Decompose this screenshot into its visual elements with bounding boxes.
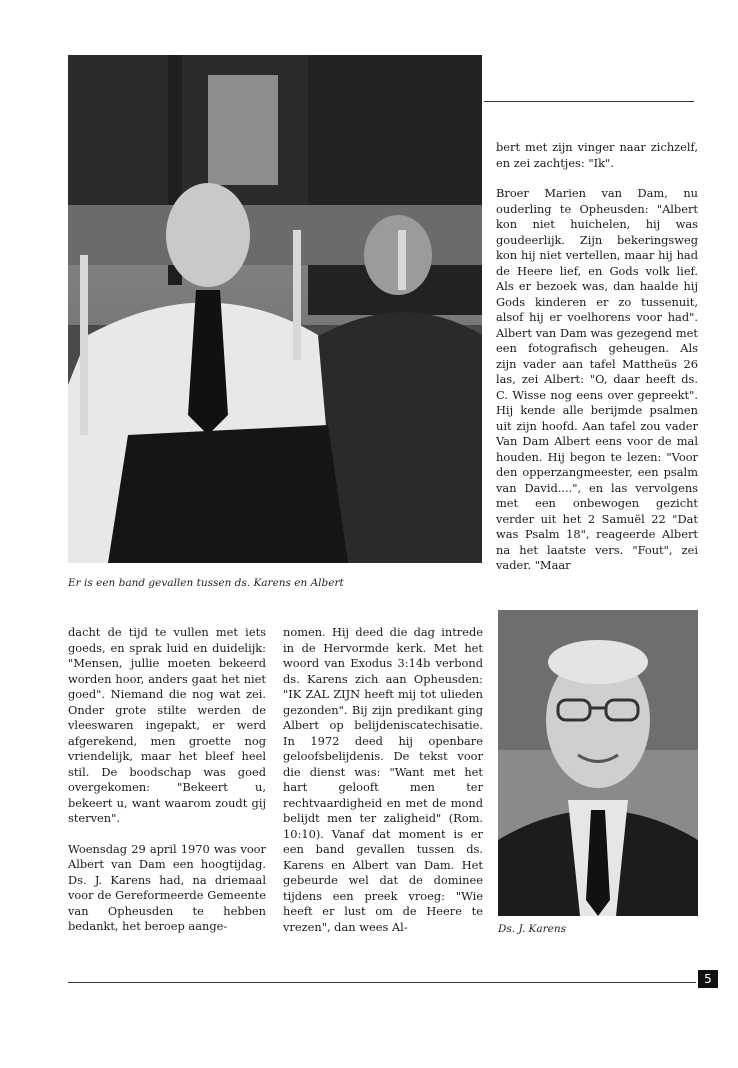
text-column-middle-bottom — [283, 625, 483, 935]
photo-portrait-caption: Ds. J. Karens — [498, 923, 567, 935]
paragraph: dacht de tijd te vullen met iets goeds, en sprak luid en duidelijk: "Mensen, jullie moeten bekeerd worden hoor, anders gaat het niet goed". Niemand die nog wat zei. Onder grote stilte werden de vleeswaren ingepakt, er werd afgerekend, men groette nog vriendelijk, maar het bleef heel stil. De boodschap was goed overgekomen: "Bekeert u, bekeert u, want waarom zoudt gij sterven". — [68, 625, 266, 825]
paragraph: nomen. Hij deed die dag intrede in de Hervormde kerk. Met het woord van Exodus 3:14b verbond ds. Karens zich aan Opheusden: "IK ZAL ZIJN heeft mij tot ulieden gezonden". Bij zijn predikant ging Albert op belijdeniscatechisatie. In 1972 deed hij openbare geloofsbelijdenis. De tekst voor die dienst was: "Want met het hart gelooft men ter rechtvaardigheid en met de mond belijdt men ter zaligheid" (Rom. 10:10). Vanaf dat moment is er een band gevallen tussen ds. Karens en Albert van Dam. Het gebeurde wel dat de dominee tijdens een preek vroeg: "Wie heeft er lust om de Heere te vrezen", dan wees Al- — [283, 625, 483, 934]
paragraph: Broer Marien van Dam, nu ouderling te Opheusden: "Albert kon niet huichelen, hij was goudeerlijk. Zijn bekeringsweg kon hij niet vertellen, maar hij had de Heere lief, en Gods volk lief. Als er bezoek was, dan haalde hij Gods kinderen er zo tussenuit, alsof hij er voelhorens voor had". Albert van Dam was gezegend met een fotografisch geheugen. Als zijn vader aan tafel Mattheüs 26 las, zei Albert: "O, daar heeft ds. C. Wisse nog eens over gepreekt". Hij kende alle berijmde psalmen uit zijn hoofd. Aan tafel zou vader Van Dam Albert eens voor de mal houden. Hij begon te lezen: "Voor den opperzangmeester, een psalm van David....", en las vervolgens met een onbewogen gezicht verder uit het 2 Samuël 22 "Dat was Psalm 18", reageerde Albert na het laatste vers. "Fout", zei vader. "Maar — [496, 186, 698, 572]
text-column-left-bottom — [68, 625, 266, 935]
photo-portrait-ds-karens — [498, 610, 698, 916]
photo-top-caption: Er is een band gevallen tussen ds. Karens en Albert — [68, 577, 344, 589]
text-column-right-top — [496, 140, 698, 574]
photo-two-men-garden — [68, 55, 482, 563]
column-rule-top — [484, 101, 694, 102]
paragraph: bert met zijn vinger naar zichzelf, en zei zachtjes: "Ik". — [496, 140, 698, 170]
page-number: 5 — [698, 970, 718, 988]
footer-rule — [68, 982, 696, 983]
paragraph: Woensdag 29 april 1970 was voor Albert van Dam een hoogtijdag. Ds. J. Karens had, na driemaal voor de Gereformeerde Gemeente van Opheusden te hebben bedankt, het beroep aange- — [68, 841, 266, 933]
